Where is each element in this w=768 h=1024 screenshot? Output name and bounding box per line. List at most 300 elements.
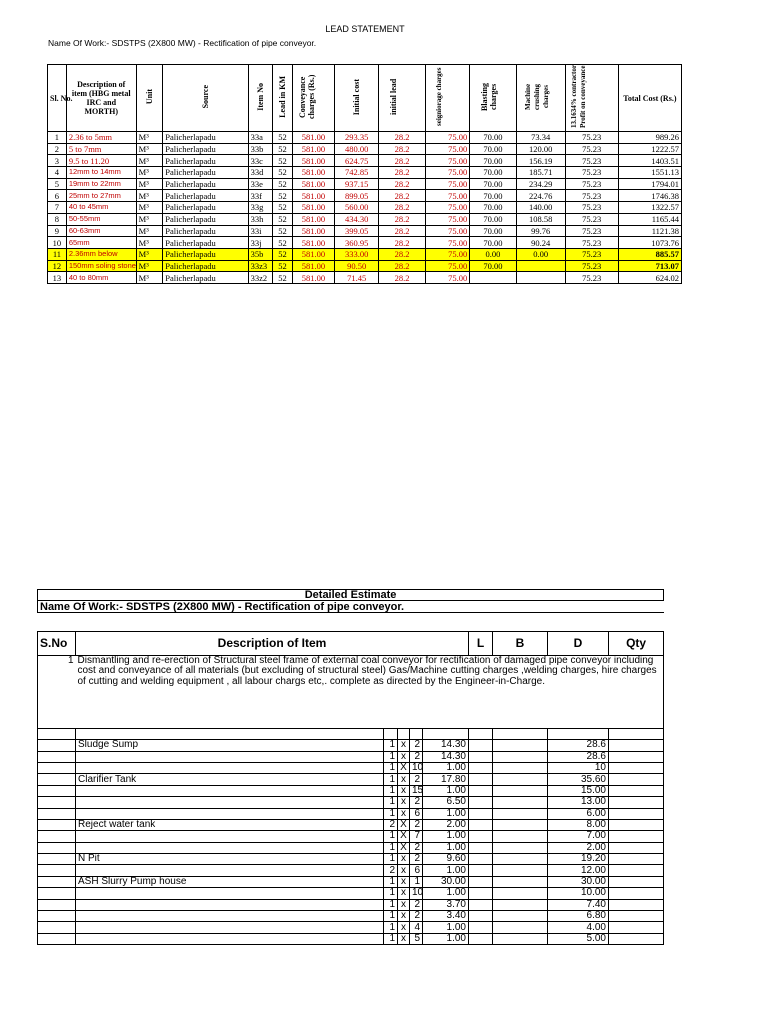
est-cell-l: 14.30	[423, 740, 469, 751]
est-cell-m: 15	[410, 785, 423, 796]
estimate-title: Detailed Estimate	[38, 590, 664, 601]
lead-cell-conveyance: 581.00	[292, 272, 334, 284]
est-cell-sno	[38, 911, 76, 922]
est-item-description: Dismantling and re-erection of Structural steel frame of external coal conveyor for rectification of damaged pipe conveyor including cost and conveyance of all materials (but excluding of structural steel) Gas/Machine cutting charges ,welding charges, hire charges of cutting and welding equipment , all labour chargs etc,. complete as directed by the Engineer-in-Charge.	[76, 655, 664, 728]
lead-cell-conveyance: 581.00	[292, 178, 334, 190]
est-cell-d	[493, 865, 548, 876]
lead-cell-contractor: 75.23	[565, 202, 618, 214]
est-cell-n: 1	[384, 922, 398, 933]
lead-cell-total: 989.26	[618, 132, 681, 144]
lead-cell-slno: 13	[48, 272, 67, 284]
lead-cell-description: 50-55mm	[66, 213, 136, 225]
lead-cell-seigniorage: 75.00	[425, 178, 469, 190]
est-cell-m: 2	[410, 797, 423, 808]
lead-cell-item-no: 33a	[248, 132, 272, 144]
est-cell-d	[493, 933, 548, 944]
est-header-sno: S.No	[38, 631, 76, 655]
est-cell-n: 1	[384, 854, 398, 865]
est-cell-x: x	[398, 933, 410, 944]
est-cell-l: 6.50	[423, 797, 469, 808]
lead-cell-seigniorage: 75.00	[425, 248, 469, 260]
lead-cell-item-no: 33b	[248, 143, 272, 155]
lead-cell-initial-cost: 742.85	[335, 167, 379, 179]
est-cell-label	[76, 899, 384, 910]
estimate-row	[38, 865, 664, 876]
lead-cell-blasting: 70.00	[470, 260, 517, 272]
est-cell-m: 4	[410, 922, 423, 933]
est-cell-units	[609, 888, 664, 899]
est-cell-x: X	[398, 762, 410, 773]
est-cell-n: 1	[384, 751, 398, 762]
est-cell-qty: 7.40	[548, 899, 609, 910]
lead-cell-initial-lead: 28.2	[379, 132, 426, 144]
lead-cell-lead-km: 52	[272, 155, 292, 167]
lead-cell-source: Palicherlapadu	[163, 178, 248, 190]
est-item-no: 1	[38, 655, 76, 728]
lead-cell-total: 885.57	[618, 248, 681, 260]
lead-cell-blasting: 70.00	[470, 213, 517, 225]
est-cell-sno	[38, 842, 76, 853]
est-cell-qty: 2.00	[548, 842, 609, 853]
estimate-blank-row	[38, 728, 664, 739]
est-cell-qty: 28.6	[548, 751, 609, 762]
header-conveyance-label: Conveyance charges (Rs.)	[298, 74, 317, 120]
est-cell-l: 1.00	[423, 865, 469, 876]
header-contractor	[565, 65, 618, 132]
est-cell-label: N Pit	[76, 854, 384, 865]
lead-cell-source: Palicherlapadu	[163, 190, 248, 202]
est-cell-m: 2	[410, 899, 423, 910]
est-cell-l: 1.00	[423, 888, 469, 899]
lead-cell-seigniorage: 75.00	[425, 237, 469, 249]
est-cell-x: x	[398, 740, 410, 751]
lead-cell-lead-km: 52	[272, 202, 292, 214]
lead-cell-lead-km: 52	[272, 213, 292, 225]
lead-cell-initial-cost: 399.05	[335, 225, 379, 237]
estimate-row	[38, 785, 664, 796]
lead-cell-initial-cost: 899.05	[335, 190, 379, 202]
est-cell-qty: 6.80	[548, 911, 609, 922]
est-cell-b	[469, 740, 493, 751]
est-cell-sno	[38, 922, 76, 933]
lead-cell-item-no: 33g	[248, 202, 272, 214]
lead-cell-unit: M³	[136, 225, 163, 237]
lead-cell-total: 1746.38	[618, 190, 681, 202]
lead-cell-source: Palicherlapadu	[163, 202, 248, 214]
est-cell-units	[609, 740, 664, 751]
est-cell-label	[76, 911, 384, 922]
lead-cell-unit: M³	[136, 132, 163, 144]
est-cell-x: x	[398, 899, 410, 910]
lead-cell-item-no: 35b	[248, 248, 272, 260]
lead-row	[48, 248, 682, 260]
estimate-row	[38, 888, 664, 899]
lead-row	[48, 225, 682, 237]
lead-cell-unit: M³	[136, 272, 163, 284]
est-header-qty: Qty	[609, 631, 664, 655]
est-cell-qty: 6.00	[548, 808, 609, 819]
header-slno: Sl. No.	[48, 65, 67, 132]
lead-cell-item-no: 33j	[248, 237, 272, 249]
est-cell-l: 1.00	[423, 842, 469, 853]
estimate-row	[38, 933, 664, 944]
lead-cell-unit: M³	[136, 248, 163, 260]
lead-cell-description: 60-63mm	[66, 225, 136, 237]
lead-cell-initial-cost: 90.50	[335, 260, 379, 272]
lead-cell-contractor: 75.23	[565, 143, 618, 155]
lead-row	[48, 272, 682, 284]
lead-cell-conveyance: 581.00	[292, 143, 334, 155]
header-lead-km-label: Lead in KM	[277, 76, 287, 118]
est-cell-x: x	[398, 911, 410, 922]
est-cell-x: X	[398, 831, 410, 842]
lead-cell-blasting: 70.00	[470, 143, 517, 155]
lead-cell-conveyance: 581.00	[292, 167, 334, 179]
lead-cell-conveyance: 581.00	[292, 213, 334, 225]
lead-cell-unit: M³	[136, 155, 163, 167]
lead-cell-total: 1794.01	[618, 178, 681, 190]
estimate-row	[38, 740, 664, 751]
est-cell-qty: 28.6	[548, 740, 609, 751]
lead-cell-initial-lead: 28.2	[379, 237, 426, 249]
est-cell-b	[469, 774, 493, 785]
lead-cell-description: 150mm soling stone	[66, 260, 136, 272]
lead-cell-slno: 11	[48, 248, 67, 260]
lead-cell-item-no: 33c	[248, 155, 272, 167]
est-cell-label	[76, 762, 384, 773]
est-cell-l: 1.00	[423, 785, 469, 796]
lead-cell-lead-km: 52	[272, 237, 292, 249]
est-cell-sno	[38, 933, 76, 944]
header-initial-lead-label: initial lead	[389, 78, 399, 116]
estimate-name-of-work: Name Of Work:- SDSTPS (2X800 MW) - Rectification of pipe conveyor.	[38, 601, 664, 612]
est-cell-b	[469, 751, 493, 762]
lead-cell-unit: M³	[136, 190, 163, 202]
est-cell-n: 1	[384, 899, 398, 910]
lead-cell-lead-km: 52	[272, 272, 292, 284]
header-machine-label: Machine crushing charges	[523, 83, 550, 111]
estimate-row	[38, 797, 664, 808]
lead-cell-total: 1073.76	[618, 237, 681, 249]
est-cell-n: 2	[384, 865, 398, 876]
lead-cell-conveyance: 581.00	[292, 225, 334, 237]
lead-cell-seigniorage: 75.00	[425, 213, 469, 225]
estimate-name-row	[38, 601, 664, 612]
lead-cell-machine: 156.19	[516, 155, 565, 167]
lead-cell-total: 1165.44	[618, 213, 681, 225]
est-cell-d	[493, 785, 548, 796]
est-cell-qty: 5.00	[548, 933, 609, 944]
estimate-spacer-row	[38, 612, 664, 631]
est-cell-units	[609, 899, 664, 910]
est-cell-l: 1.00	[423, 933, 469, 944]
lead-cell-item-no: 33h	[248, 213, 272, 225]
est-cell-b	[469, 797, 493, 808]
est-cell-units	[609, 911, 664, 922]
lead-cell-machine: 108.58	[516, 213, 565, 225]
est-cell-units	[609, 774, 664, 785]
est-cell-units	[609, 876, 664, 887]
lead-cell-initial-cost: 480.00	[335, 143, 379, 155]
lead-cell-initial-lead: 28.2	[379, 202, 426, 214]
est-cell-label	[76, 797, 384, 808]
lead-cell-machine: 90.24	[516, 237, 565, 249]
est-cell-n: 1	[384, 808, 398, 819]
lead-cell-lead-km: 52	[272, 225, 292, 237]
lead-cell-conveyance: 581.00	[292, 190, 334, 202]
est-cell-units	[609, 751, 664, 762]
est-cell-sno	[38, 762, 76, 773]
est-cell-units	[609, 797, 664, 808]
estimate-item-row	[38, 655, 664, 728]
lead-cell-slno: 1	[48, 132, 67, 144]
lead-cell-slno: 7	[48, 202, 67, 214]
estimate-row	[38, 751, 664, 762]
lead-cell-contractor: 75.23	[565, 167, 618, 179]
lead-statement-table	[47, 64, 682, 284]
est-cell-m: 2	[410, 774, 423, 785]
header-seigniorage	[425, 65, 469, 132]
estimate-row	[38, 842, 664, 853]
est-cell-label	[76, 751, 384, 762]
header-item-no-label: Item No	[255, 83, 265, 111]
est-cell-l: 1.00	[423, 831, 469, 842]
lead-cell-description: 40 to 80mm	[66, 272, 136, 284]
lead-cell-item-no: 33e	[248, 178, 272, 190]
est-cell-n: 1	[384, 842, 398, 853]
est-cell-d	[493, 911, 548, 922]
lead-cell-total: 1551.13	[618, 167, 681, 179]
lead-cell-lead-km: 52	[272, 190, 292, 202]
est-cell-qty: 10	[548, 762, 609, 773]
estimate-row	[38, 774, 664, 785]
lead-cell-conveyance: 581.00	[292, 237, 334, 249]
est-cell-b	[469, 899, 493, 910]
lead-cell-slno: 6	[48, 190, 67, 202]
lead-cell-machine: 224.76	[516, 190, 565, 202]
est-cell-b	[469, 888, 493, 899]
lead-cell-contractor: 75.23	[565, 132, 618, 144]
est-cell-d	[493, 797, 548, 808]
est-cell-qty: 30.00	[548, 876, 609, 887]
est-cell-units	[609, 819, 664, 830]
lead-cell-initial-cost: 293.35	[335, 132, 379, 144]
est-cell-l: 1.00	[423, 762, 469, 773]
est-cell-d	[493, 854, 548, 865]
lead-cell-contractor: 75.23	[565, 225, 618, 237]
lead-cell-lead-km: 52	[272, 260, 292, 272]
lead-cell-description: 9.5 to 11.20	[66, 155, 136, 167]
est-cell-label: Sludge Sump	[76, 740, 384, 751]
est-cell-label: Clarifier Tank	[76, 774, 384, 785]
est-cell-x: x	[398, 797, 410, 808]
detailed-estimate-table	[37, 589, 664, 945]
header-unit	[136, 65, 163, 132]
est-cell-label: Reject water tank	[76, 819, 384, 830]
lead-cell-contractor: 75.23	[565, 272, 618, 284]
lead-cell-source: Palicherlapadu	[163, 248, 248, 260]
est-cell-units	[609, 854, 664, 865]
est-cell-b	[469, 933, 493, 944]
lead-cell-initial-cost: 333.00	[335, 248, 379, 260]
lead-cell-initial-lead: 28.2	[379, 260, 426, 272]
lead-cell-source: Palicherlapadu	[163, 237, 248, 249]
header-total: Total Cost (Rs.)	[618, 65, 681, 132]
lead-cell-machine	[516, 260, 565, 272]
lead-cell-unit: M³	[136, 178, 163, 190]
lead-cell-machine: 234.29	[516, 178, 565, 190]
est-cell-n: 2	[384, 819, 398, 830]
header-contractor-label: 13.1634% contractor Profit on conveyance	[569, 65, 587, 129]
lead-statement-title: LEAD STATEMENT	[325, 24, 405, 34]
lead-cell-unit: M³	[136, 213, 163, 225]
est-cell-x: X	[398, 842, 410, 853]
lead-cell-seigniorage: 75.00	[425, 190, 469, 202]
est-cell-l: 9.60	[423, 854, 469, 865]
est-cell-n: 1	[384, 876, 398, 887]
lead-cell-slno: 12	[48, 260, 67, 272]
lead-cell-machine: 140.00	[516, 202, 565, 214]
est-cell-d	[493, 899, 548, 910]
estimate-row	[38, 762, 664, 773]
estimate-row	[38, 819, 664, 830]
lead-row	[48, 237, 682, 249]
lead-cell-blasting: 0.00	[470, 248, 517, 260]
header-description: Description of item (HBG metal IRC and MORTH)	[66, 65, 136, 132]
lead-cell-total: 713.07	[618, 260, 681, 272]
lead-cell-initial-lead: 28.2	[379, 248, 426, 260]
lead-cell-machine: 0.00	[516, 248, 565, 260]
est-cell-label	[76, 922, 384, 933]
est-cell-label	[76, 808, 384, 819]
header-blasting-label: Blasting charges	[479, 83, 498, 112]
lead-row	[48, 167, 682, 179]
lead-cell-total: 1121.38	[618, 225, 681, 237]
est-cell-n: 1	[384, 911, 398, 922]
est-cell-qty: 15.00	[548, 785, 609, 796]
lead-cell-total: 1322.57	[618, 202, 681, 214]
lead-cell-initial-lead: 28.2	[379, 213, 426, 225]
lead-cell-slno: 8	[48, 213, 67, 225]
est-cell-qty: 8.00	[548, 819, 609, 830]
lead-cell-conveyance: 581.00	[292, 155, 334, 167]
lead-cell-source: Palicherlapadu	[163, 225, 248, 237]
lead-cell-description: 12mm to 14mm	[66, 167, 136, 179]
header-initial-cost	[335, 65, 379, 132]
lead-cell-conveyance: 581.00	[292, 202, 334, 214]
lead-row	[48, 260, 682, 272]
lead-row	[48, 213, 682, 225]
est-cell-l: 1.00	[423, 922, 469, 933]
est-cell-sno	[38, 888, 76, 899]
lead-cell-description: 5 to 7mm	[66, 143, 136, 155]
lead-cell-slno: 5	[48, 178, 67, 190]
est-cell-n: 1	[384, 762, 398, 773]
lead-cell-description: 65mm	[66, 237, 136, 249]
lead-cell-item-no: 33z2	[248, 272, 272, 284]
lead-cell-contractor: 75.23	[565, 190, 618, 202]
lead-row	[48, 190, 682, 202]
lead-cell-description: 2.36mm below	[66, 248, 136, 260]
header-conveyance	[292, 65, 334, 132]
estimate-row	[38, 911, 664, 922]
est-cell-d	[493, 740, 548, 751]
header-source-label: Source	[200, 85, 210, 109]
lead-cell-source: Palicherlapadu	[163, 143, 248, 155]
lead-cell-seigniorage: 75.00	[425, 260, 469, 272]
lead-row	[48, 155, 682, 167]
lead-cell-description: 25mm to 27mm	[66, 190, 136, 202]
est-cell-units	[609, 808, 664, 819]
lead-cell-seigniorage: 75.00	[425, 155, 469, 167]
est-cell-units	[609, 922, 664, 933]
lead-cell-description: 2.36 to 5mm	[66, 132, 136, 144]
est-cell-m: 7	[410, 831, 423, 842]
lead-cell-unit: M³	[136, 202, 163, 214]
lead-row	[48, 202, 682, 214]
est-cell-units	[609, 842, 664, 853]
lead-cell-total: 1403.51	[618, 155, 681, 167]
header-initial-cost-label: Initial cost	[352, 78, 362, 116]
est-cell-n: 1	[384, 797, 398, 808]
lead-cell-blasting: 70.00	[470, 225, 517, 237]
est-cell-qty: 13.00	[548, 797, 609, 808]
est-cell-n: 1	[384, 831, 398, 842]
lead-cell-contractor: 75.23	[565, 248, 618, 260]
est-cell-b	[469, 831, 493, 842]
lead-row	[48, 178, 682, 190]
est-cell-label	[76, 842, 384, 853]
est-cell-m: 2	[410, 842, 423, 853]
est-cell-d	[493, 808, 548, 819]
est-cell-m: 2	[410, 740, 423, 751]
lead-cell-description: 19mm to 22mm	[66, 178, 136, 190]
lead-cell-description: 40 to 45mm	[66, 202, 136, 214]
lead-cell-seigniorage: 75.00	[425, 132, 469, 144]
est-cell-m: 2	[410, 819, 423, 830]
est-cell-x: x	[398, 751, 410, 762]
est-cell-l: 17.80	[423, 774, 469, 785]
lead-cell-lead-km: 52	[272, 167, 292, 179]
lead-cell-contractor: 75.23	[565, 260, 618, 272]
lead-cell-unit: M³	[136, 237, 163, 249]
est-cell-label	[76, 785, 384, 796]
lead-cell-initial-lead: 28.2	[379, 178, 426, 190]
lead-cell-seigniorage: 75.00	[425, 202, 469, 214]
lead-cell-item-no: 33i	[248, 225, 272, 237]
est-cell-m: 6	[410, 865, 423, 876]
est-cell-b	[469, 785, 493, 796]
estimate-header-row	[38, 631, 664, 655]
est-cell-qty: 7.00	[548, 831, 609, 842]
lead-cell-blasting	[470, 272, 517, 284]
lead-cell-slno: 2	[48, 143, 67, 155]
est-cell-n: 1	[384, 785, 398, 796]
est-cell-qty: 12.00	[548, 865, 609, 876]
est-cell-m: 10	[410, 762, 423, 773]
est-cell-sno	[38, 808, 76, 819]
lead-name-of-work: Name Of Work:- SDSTPS (2X800 MW) - Rectification of pipe conveyor.	[48, 38, 317, 48]
est-cell-units	[609, 762, 664, 773]
lead-cell-seigniorage: 75.00	[425, 143, 469, 155]
lead-cell-total: 624.02	[618, 272, 681, 284]
est-cell-x: x	[398, 854, 410, 865]
lead-cell-unit: M³	[136, 143, 163, 155]
est-header-description: Description of Item	[76, 631, 469, 655]
lead-cell-seigniorage: 75.00	[425, 272, 469, 284]
lead-cell-blasting: 70.00	[470, 178, 517, 190]
est-cell-label	[76, 865, 384, 876]
